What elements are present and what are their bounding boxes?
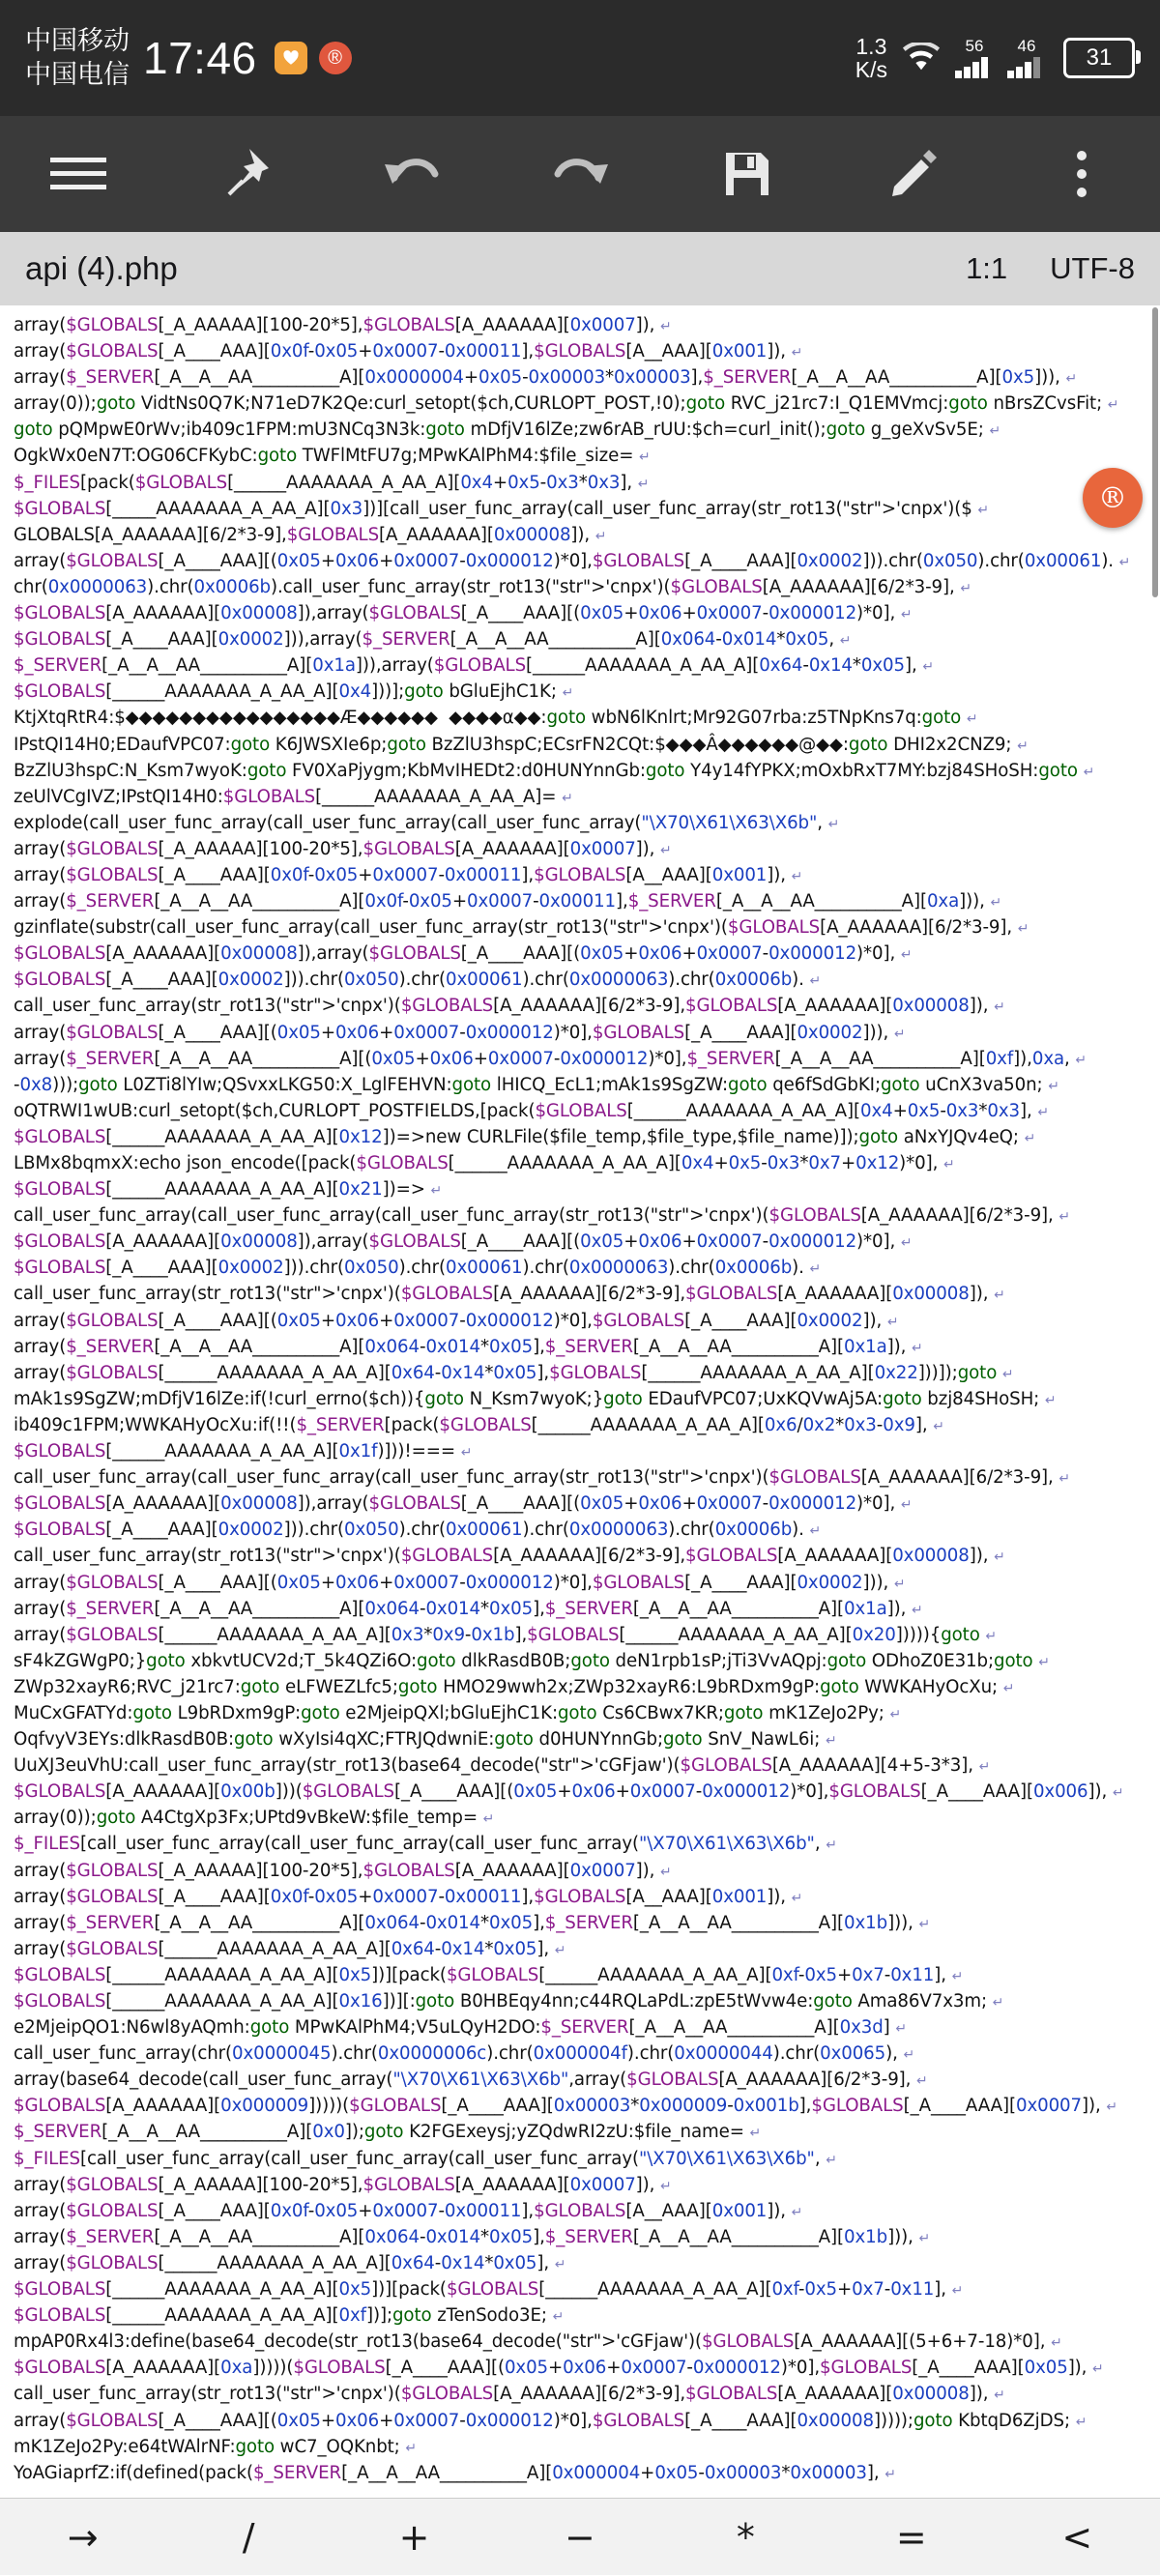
code-line: array($GLOBALS[_A____AAA][(0x05+0x06+0x0007-0x000012)*0],$GLOBALS[_A____AAA][0x00008]))));goto KbtqD6ZjDS; ↵ xyxy=(14,2410,1088,2431)
pencil-icon xyxy=(888,148,941,200)
vertical-scrollbar[interactable] xyxy=(1152,307,1158,597)
status-bar xyxy=(0,0,1160,116)
code-line: IPstQI14H0;EDaufVPC07:goto K6JWSXIe6p;goto BzZlU3hspC;ECsrFN2CQt:$◆◆◆Â◆◆◆◆◆◆@◆◆:goto DHI2x2CNZ9; ↵ xyxy=(14,734,1029,755)
carrier-secondary: 中国电信 xyxy=(25,60,130,89)
code-line: $_FILES[call_user_func_array(call_user_func_array(call_user_func_array("\X70\X61\X63\X6b", ↵ xyxy=(14,2148,837,2169)
symbol-key-bar[interactable] xyxy=(0,2498,1160,2575)
network-speed-unit: K/s xyxy=(855,57,887,82)
pin-icon xyxy=(220,147,271,201)
equals-key[interactable]: = xyxy=(895,2515,927,2559)
code-line: array($GLOBALS[______AAAAAAA_A_AA_A][0x64-0x14*0x05],$GLOBALS[______AAAAAAA_A_AA_A][0x22]))]);goto ↵ xyxy=(14,1362,1014,1383)
code-line: $GLOBALS[_A____AAA][0x0002])).chr(0x050).chr(0x00061).chr(0x0000063).chr(0x0006b). ↵ xyxy=(14,970,822,991)
code-line: $GLOBALS[A_AAAAAA][0x00008]),array($GLOBALS[_A____AAA][(0x05+0x06+0x0007-0x000012)*0], ↵ xyxy=(14,603,913,624)
code-line: array($_SERVER[_A__A__AA__________A][0x064-0x014*0x05],$_SERVER[_A__A__AA__________A][0x1a]), ↵ xyxy=(14,1336,923,1357)
menu-button[interactable] xyxy=(43,138,114,210)
code-line: $GLOBALS[______AAAAAAA_A_AA_A][0x12])=>new CURLFile($file_temp,$file_type,$file_name)]);goto aNxYJQv4eQ; ↵ xyxy=(14,1126,1036,1147)
save-icon xyxy=(722,149,772,199)
code-line: goto pQMpwE0rWv;ib409c1FPM:mU3NCq3N3k:goto mDfjV16lZe;zw6rAB_rUU:$ch=curl_init();goto g_geXvSv5E; ↵ xyxy=(14,420,1001,441)
sim1-network-label: 56 xyxy=(965,37,984,55)
code-line: $GLOBALS[______AAAAAAA_A_AA_A][0x1f)]))!=== ↵ xyxy=(14,1441,473,1462)
code-line: array($_SERVER[_A__A__AA__________A][0x064-0x014*0x05],$_SERVER[_A__A__AA__________A][0x1a]), ↵ xyxy=(14,1598,923,1619)
code-line: YoAGiaprfZ:if(defined(pack($_SERVER[_A__A__AA__________A][0x000004+0x05-0x00003*0x00003], ↵ xyxy=(14,2462,896,2483)
code-line: $GLOBALS[______AAAAAAA_A_AA_A][0x16])][:goto B0HBEqy4nn;c44RQLaPdL:zpE5tWvw4e:goto Ama86V7x3m; ↵ xyxy=(14,1991,1004,2012)
undo-button[interactable] xyxy=(377,138,449,210)
carrier-names xyxy=(25,24,130,91)
code-line: call_user_func_array(call_user_func_array(call_user_func_array(str_rot13("str">'cnpx')($GLOBALS[A_AAAAAA][6/2*3-9], ↵ xyxy=(14,1205,1071,1227)
minus-key[interactable]: − xyxy=(565,2515,595,2559)
carrier-primary: 中国移动 xyxy=(25,26,130,56)
code-line: $_FILES[call_user_func_array(call_user_func_array(call_user_func_array("\X70\X61\X63\X6b", ↵ xyxy=(14,1834,837,1855)
menu-icon xyxy=(48,154,108,194)
battery-indicator xyxy=(1063,38,1135,78)
code-line: $GLOBALS[_A____AAA][0x0002])).chr(0x050).chr(0x00061).chr(0x0000063).chr(0x0006b). ↵ xyxy=(14,1258,822,1279)
edit-button[interactable] xyxy=(879,138,950,210)
code-line: call_user_func_array(str_rot13("str">'cnpx')($GLOBALS[A_AAAAAA][6/2*3-9],$GLOBALS[A_AAAAAA][0x00008]), ↵ xyxy=(14,2384,1005,2405)
code-line: array($GLOBALS[_A____AAA][(0x05+0x06+0x0007-0x000012)*0],$GLOBALS[_A____AAA][0x0002])), ↵ xyxy=(14,1572,906,1593)
more-options-button[interactable] xyxy=(1046,138,1117,210)
code-line: array($GLOBALS[_A_AAAAA][100-20*5],$GLOBALS[A_AAAAAA][0x0007]), ↵ xyxy=(14,1860,672,1881)
floating-badge-button[interactable] xyxy=(1083,468,1143,528)
code-line: ZWp32xayR6;RVC_j21rc7:goto eLFWEZLfc5;goto HMO29wwh2x;ZWp32xayR6:L9bRDxm9gP:goto WWKAHyOcXu; ↵ xyxy=(14,1676,1015,1697)
code-line: call_user_func_array(chr(0x0000045).chr(0x0000006c).chr(0x000004f).chr(0x0000044).chr(0x0065), ↵ xyxy=(14,2043,915,2065)
slash-key[interactable]: / xyxy=(242,2515,255,2559)
code-line: GLOBALS[A_AAAAAA][6/2*3-9],$GLOBALS[A_AAAAAA][0x00008]), ↵ xyxy=(14,524,607,545)
code-line: mpAP0Rx4l3:define(base64_decode(str_rot13(base64_decode("str">'cGFjaw')($GLOBALS[A_AAAAAA][(5+6+7-18)*0], ↵ xyxy=(14,2331,1062,2353)
code-line: call_user_func_array(str_rot13("str">'cnpx')($GLOBALS[A_AAAAAA][6/2*3-9],$GLOBALS[A_AAAAAA][0x00008]), ↵ xyxy=(14,1546,1005,1567)
code-line: OqfvyV3EYs:dlkRasdB0B:goto wXyIsi4qXC;FTRJQdwniE:goto d0HUNYnnGb;goto SnV_NawL6i; ↵ xyxy=(14,1729,837,1751)
encoding-label: UTF-8 xyxy=(1050,251,1135,285)
code-line: BzZlU3hspC:N_Ksm7wyoK:goto FV0XaPjygm;KbMvIHEDt2:d0HUNYnnGb:goto Y4y14fYPKX;mOxbRxT7MY:bzj84SHoSH:goto ↵ xyxy=(14,760,1095,781)
code-line: array(base64_decode(call_user_func_array("\X70\X61\X63\X6b",array($GLOBALS[A_AAAAAA][6/2*3-9], ↵ xyxy=(14,2069,928,2091)
plus-key[interactable]: + xyxy=(398,2515,430,2559)
code-line: array(0));goto VidtNs0Q7K;N71eD7K2Qe:curl_setopt($ch,CURLOPT_POST,!0);goto RVC_j21rc7:I_Q1EMVmcj:goto nBrsZCvsFit; ↵ xyxy=(14,393,1119,415)
code-line: $GLOBALS[A_AAAAAA][0x000009]))))($GLOBALS[_A____AAA][0x00003*0x000009-0x001b],$GLOBALS[_A____AAA][0x0007]), ↵ xyxy=(14,2096,1117,2117)
sim2-signal-icon xyxy=(1007,38,1046,78)
code-line: ib409c1FPM;WWKAHyOcXu:if(!!($_SERVER[pack($GLOBALS[______AAAAAAA_A_AA_A][0x6/0x2*0x3-0x9], ↵ xyxy=(14,1414,944,1435)
code-line: array($GLOBALS[______AAAAAAA_A_AA_A][0x64-0x14*0x05], ↵ xyxy=(14,2252,566,2273)
code-line: $GLOBALS[______AAAAAAA_A_AA_A][0x4]))];goto bGluEjhC1K; ↵ xyxy=(14,681,574,703)
wifi-icon xyxy=(901,43,942,73)
network-speed xyxy=(856,35,887,81)
redo-icon xyxy=(548,149,612,199)
code-line: $_SERVER[_A__A__AA__________A][0x1a])),array($GLOBALS[______AAAAAAA_A_AA_A][0x64-0x14*0x05], ↵ xyxy=(14,655,934,677)
code-line: mAk1s9SgZW;mDfjV16lZe:if(!curl_errno($ch)){goto N_Ksm7wyoK;}goto EDaufVPC07;UxKQVwAj5A:goto bzj84SHoSH; ↵ xyxy=(14,1388,1057,1409)
code-line: array($GLOBALS[______AAAAAAA_A_AA_A][0x3*0x9-0x1b],$GLOBALS[______AAAAAAA_A_AA_A][0x20])))){goto ↵ xyxy=(14,1624,998,1645)
overflow-menu-icon xyxy=(1075,149,1088,199)
file-meta-group xyxy=(966,251,1135,286)
code-line: $GLOBALS[______AAAAAAA_A_AA_A][0xf])];goto zTenSodo3E; ↵ xyxy=(14,2305,565,2327)
r-circle-icon: ® xyxy=(319,42,352,74)
code-line: zeUlVCgIVZ;IPstQI14H0:$GLOBALS[______AAAAAAA_A_AA_A]= ↵ xyxy=(14,786,573,807)
code-line: array($GLOBALS[_A____AAA][0x0f-0x05+0x0007-0x00011],$GLOBALS[A__AAA][0x001]), ↵ xyxy=(14,1886,803,1907)
code-line: oQTRWI1wUB:curl_setopt($ch,CURLOPT_POSTFIELDS,[pack($GLOBALS[______AAAAAAA_A_AA_A][0x4+0x5-0x3*0x3], ↵ xyxy=(14,1100,1050,1121)
code-line: array($_SERVER[_A__A__AA__________A][0x0f-0x05+0x0007-0x00011],$_SERVER[_A__A__AA__________A][0xa])), ↵ xyxy=(14,891,1002,912)
code-line: -0x8)));goto L0ZTi8lYIw;QSvxxLKG50:X_LglFEHVN:goto lHICQ_EcL1;mAk1s9SgZW:goto qe6fSdGbKI;goto uCnX3va50n; ↵ xyxy=(14,1074,1059,1095)
code-line: array($_SERVER[_A__A__AA__________A][0x0000004+0x05-0x00003*0x00003],$_SERVER[_A__A__AA__________A][0x5])), ↵ xyxy=(14,367,1078,389)
code-line: $GLOBALS[A_AAAAAA][0x00b]))($GLOBALS[_A____AAA][(0x05+0x06+0x0007-0x000012)*0],$GLOBALS[_A____AAA][0x006]), ↵ xyxy=(14,1781,1124,1803)
file-info-bar xyxy=(0,232,1160,305)
code-line: $GLOBALS[A_AAAAAA][0x00008]),array($GLOBALS[_A____AAA][(0x05+0x06+0x0007-0x000012)*0], ↵ xyxy=(14,1493,913,1515)
code-line: $_FILES[pack($GLOBALS[______AAAAAAA_A_AA_A][0x4+0x5-0x3*0x3], ↵ xyxy=(14,472,650,493)
code-line: MuCxGFATYd:goto L9bRDxm9gP:goto e2MjeipQXl;bGluEjhC1K:goto Cs6CBwx7KR;goto mK1ZeJo2Py; ↵ xyxy=(14,1702,902,1723)
code-line: array($GLOBALS[_A____AAA][0x0f-0x05+0x0007-0x00011],$GLOBALS[A__AAA][0x001]), ↵ xyxy=(14,864,803,885)
code-line: $_SERVER[_A__A__AA__________A][0x0]);goto K2FGExeysj;yZQdwRI2zU:$file_name= ↵ xyxy=(14,2122,762,2143)
code-line: array($GLOBALS[_A____AAA][0x0f-0x05+0x0007-0x00011],$GLOBALS[A__AAA][0x001]), ↵ xyxy=(14,2200,803,2221)
code-line: array($GLOBALS[______AAAAAAA_A_AA_A][0x64-0x14*0x05], ↵ xyxy=(14,1938,566,1959)
code-line: array($_SERVER[_A__A__AA__________A][0x064-0x014*0x05],$_SERVER[_A__A__AA__________A][0x1b])), ↵ xyxy=(14,1912,931,1933)
code-line: array($GLOBALS[_A____AAA][(0x05+0x06+0x0007-0x000012)*0],$GLOBALS[_A____AAA][0x0002]), ↵ xyxy=(14,1310,899,1331)
code-line: call_user_func_array(str_rot13("str">'cnpx')($GLOBALS[A_AAAAAA][6/2*3-9],$GLOBALS[A_AAAAAA][0x00008]), ↵ xyxy=(14,1284,1005,1305)
code-line: $GLOBALS[_A____AAA][0x0002])),array($_SERVER[_A__A__AA__________A][0x064-0x014*0x05, ↵ xyxy=(14,629,852,651)
asterisk-key[interactable]: * xyxy=(736,2515,755,2559)
code-line: $GLOBALS[A_AAAAAA][0x00008]),array($GLOBALS[_A____AAA][(0x05+0x06+0x0007-0x000012)*0], ↵ xyxy=(14,1231,913,1253)
network-speed-value: 1.3 xyxy=(856,33,887,59)
code-line: UuXJ3euVhU:call_user_func_array(str_rot13(base64_decode("str">'cGFjaw')($GLOBALS[A_AAAAAA][4+5-3*3], ↵ xyxy=(14,1755,991,1777)
code-line: $GLOBALS[______AAAAAAA_A_AA_A][0x5])][pack($GLOBALS[______AAAAAAA_A_AA_A][0xf-0x5+0x7-0x11], ↵ xyxy=(14,2279,964,2301)
pin-button[interactable] xyxy=(210,138,281,210)
battery-level: 31 xyxy=(1086,44,1113,71)
status-bar-right xyxy=(856,35,1135,81)
floating-badge-label: ® xyxy=(1098,480,1127,515)
code-line: array($GLOBALS[_A____AAA][0x0f-0x05+0x0007-0x00011],$GLOBALS[A__AAA][0x001]), ↵ xyxy=(14,341,803,362)
code-line: gzinflate(substr(call_user_func_array(call_user_func_array(str_rot13("str">'cnpx')($GLOBALS[A_AAAAAA][6/2*3-9], ↵ xyxy=(14,917,1030,939)
sim1-signal-icon xyxy=(955,38,994,78)
save-button[interactable] xyxy=(711,138,783,210)
code-line: array($_SERVER[_A__A__AA__________A][(0x05+0x06+0x0007-0x000012)*0],$_SERVER[_A__A__AA__________A][0xf]),0xa, ↵ xyxy=(14,1048,1088,1069)
cursor-position-label: 1:1 xyxy=(966,251,1008,285)
code-line: mK1ZeJo2Py:e64tWAlrNF:goto wC7_OQKnbt; ↵ xyxy=(14,2436,418,2457)
code-line: $GLOBALS[_A____AAA][0x0002])).chr(0x050).chr(0x00061).chr(0x0000063).chr(0x0006b). ↵ xyxy=(14,1520,822,1541)
undo-icon xyxy=(381,149,445,199)
code-line: array($GLOBALS[_A_AAAAA][100-20*5],$GLOBALS[A_AAAAAA][0x0007]), ↵ xyxy=(14,838,672,859)
status-bar-left xyxy=(25,24,363,91)
heart-badge-icon xyxy=(275,42,307,74)
code-line: e2MjeipQO1:N6wl8yAQmh:goto MPwKAlPhM4;V5uLQyH2DO:$_SERVER[_A__A__AA__________A][0x3d] ↵ xyxy=(14,2017,907,2039)
code-line: $GLOBALS[A_AAAAAA][0xa]))))($GLOBALS[_A____AAA][(0x05+0x06+0x0007-0x000012)*0],$GLOBALS[_A____AAA][0x05]), ↵ xyxy=(14,2358,1104,2379)
code-line: $GLOBALS[_____AAAAAAA_A_AA_A][0x3])][call_user_func_array(call_user_func_array(str_rot13("str">'cnpx')($ ↵ xyxy=(14,498,990,519)
code-line: array(0));goto A4CtgXp3Fx;UPtd9vBkeW:$file_temp= ↵ xyxy=(14,1808,495,1829)
tab-key[interactable]: → xyxy=(67,2515,99,2559)
code-line: explode(call_user_func_array(call_user_func_array(call_user_func_array("\X70\X61\X63\X6b", ↵ xyxy=(14,812,840,833)
code-line: $GLOBALS[______AAAAAAA_A_AA_A][0x5])][pack($GLOBALS[______AAAAAAA_A_AA_A][0xf-0x5+0x7-0x11], ↵ xyxy=(14,1964,964,1985)
code-line: OgkWx0eN7T:OG06CFKybC:goto TWFlMtFU7g;MPwKAlPhM4:$file_size= ↵ xyxy=(14,446,651,467)
sim2-network-label: 46 xyxy=(1017,37,1036,55)
editor-toolbar xyxy=(0,116,1160,232)
code-line: call_user_func_array(str_rot13("str">'cnpx')($GLOBALS[A_AAAAAA][6/2*3-9],$GLOBALS[A_AAAAAA][0x00008]), ↵ xyxy=(14,996,1005,1017)
code-line: array($GLOBALS[_A____AAA][(0x05+0x06+0x0007-0x000012)*0],$GLOBALS[_A____AAA][0x0002])).chr(0x050).chr(0x00061). ↵ xyxy=(14,550,1131,571)
code-line: $GLOBALS[A_AAAAAA][0x00008]),array($GLOBALS[_A____AAA][(0x05+0x06+0x0007-0x000012)*0], ↵ xyxy=(14,943,913,965)
status-clock: 17:46 xyxy=(143,33,257,83)
code-editor[interactable] xyxy=(0,305,1160,2498)
redo-button[interactable] xyxy=(544,138,616,210)
code-line: KtjXtqRtR4:$◆◆◆◆◆◆◆◆◆◆◆◆◆◆◆◆Æ◆◆◆◆◆◆ ◆◆◆◆α◆◆:goto wbN6lKnlrt;Mr92G07rba:z5TNpKns7q:goto ↵ xyxy=(14,708,978,729)
code-line: sF4kZGWgP0;}goto xbkvtUCV2d;T_5k4QZi6O:goto dlkRasdB0B;goto deN1rpb1sP;jTi3VvAQpj:goto ODhoZ0E31b;goto ↵ xyxy=(14,1650,1050,1671)
file-name-label: api (4).php xyxy=(25,250,178,286)
code-text-area[interactable] xyxy=(0,305,1160,2498)
code-line: chr(0x0000063).chr(0x0006b).call_user_func_array(str_rot13("str">'cnpx')($GLOBALS[A_AAAAAA][6/2*3-9], ↵ xyxy=(14,576,972,597)
less-than-key[interactable]: < xyxy=(1061,2515,1093,2559)
code-line: array($GLOBALS[_A____AAA][(0x05+0x06+0x0007-0x000012)*0],$GLOBALS[_A____AAA][0x0002])), ↵ xyxy=(14,1022,906,1043)
code-line: $GLOBALS[______AAAAAAA_A_AA_A][0x21])=> ↵ xyxy=(14,1179,443,1201)
code-line: array($GLOBALS[_A_AAAAA][100-20*5],$GLOBALS[A_AAAAAA][0x0007]), ↵ xyxy=(14,2174,672,2195)
code-line: array($GLOBALS[_A_AAAAA][100-20*5],$GLOBALS[A_AAAAAA][0x0007]), ↵ xyxy=(14,315,672,335)
code-line: call_user_func_array(call_user_func_array(call_user_func_array(str_rot13("str">'cnpx')($GLOBALS[A_AAAAAA][6/2*3-9], ↵ xyxy=(14,1467,1071,1489)
code-line: LBMx8bqmxX:echo json_encode([pack($GLOBALS[______AAAAAAA_A_AA_A][0x4+0x5-0x3*0x7+0x12)*0], ↵ xyxy=(14,1153,955,1173)
code-line: array($_SERVER[_A__A__AA__________A][0x064-0x014*0x05],$_SERVER[_A__A__AA__________A][0x1b])), ↵ xyxy=(14,2226,931,2247)
